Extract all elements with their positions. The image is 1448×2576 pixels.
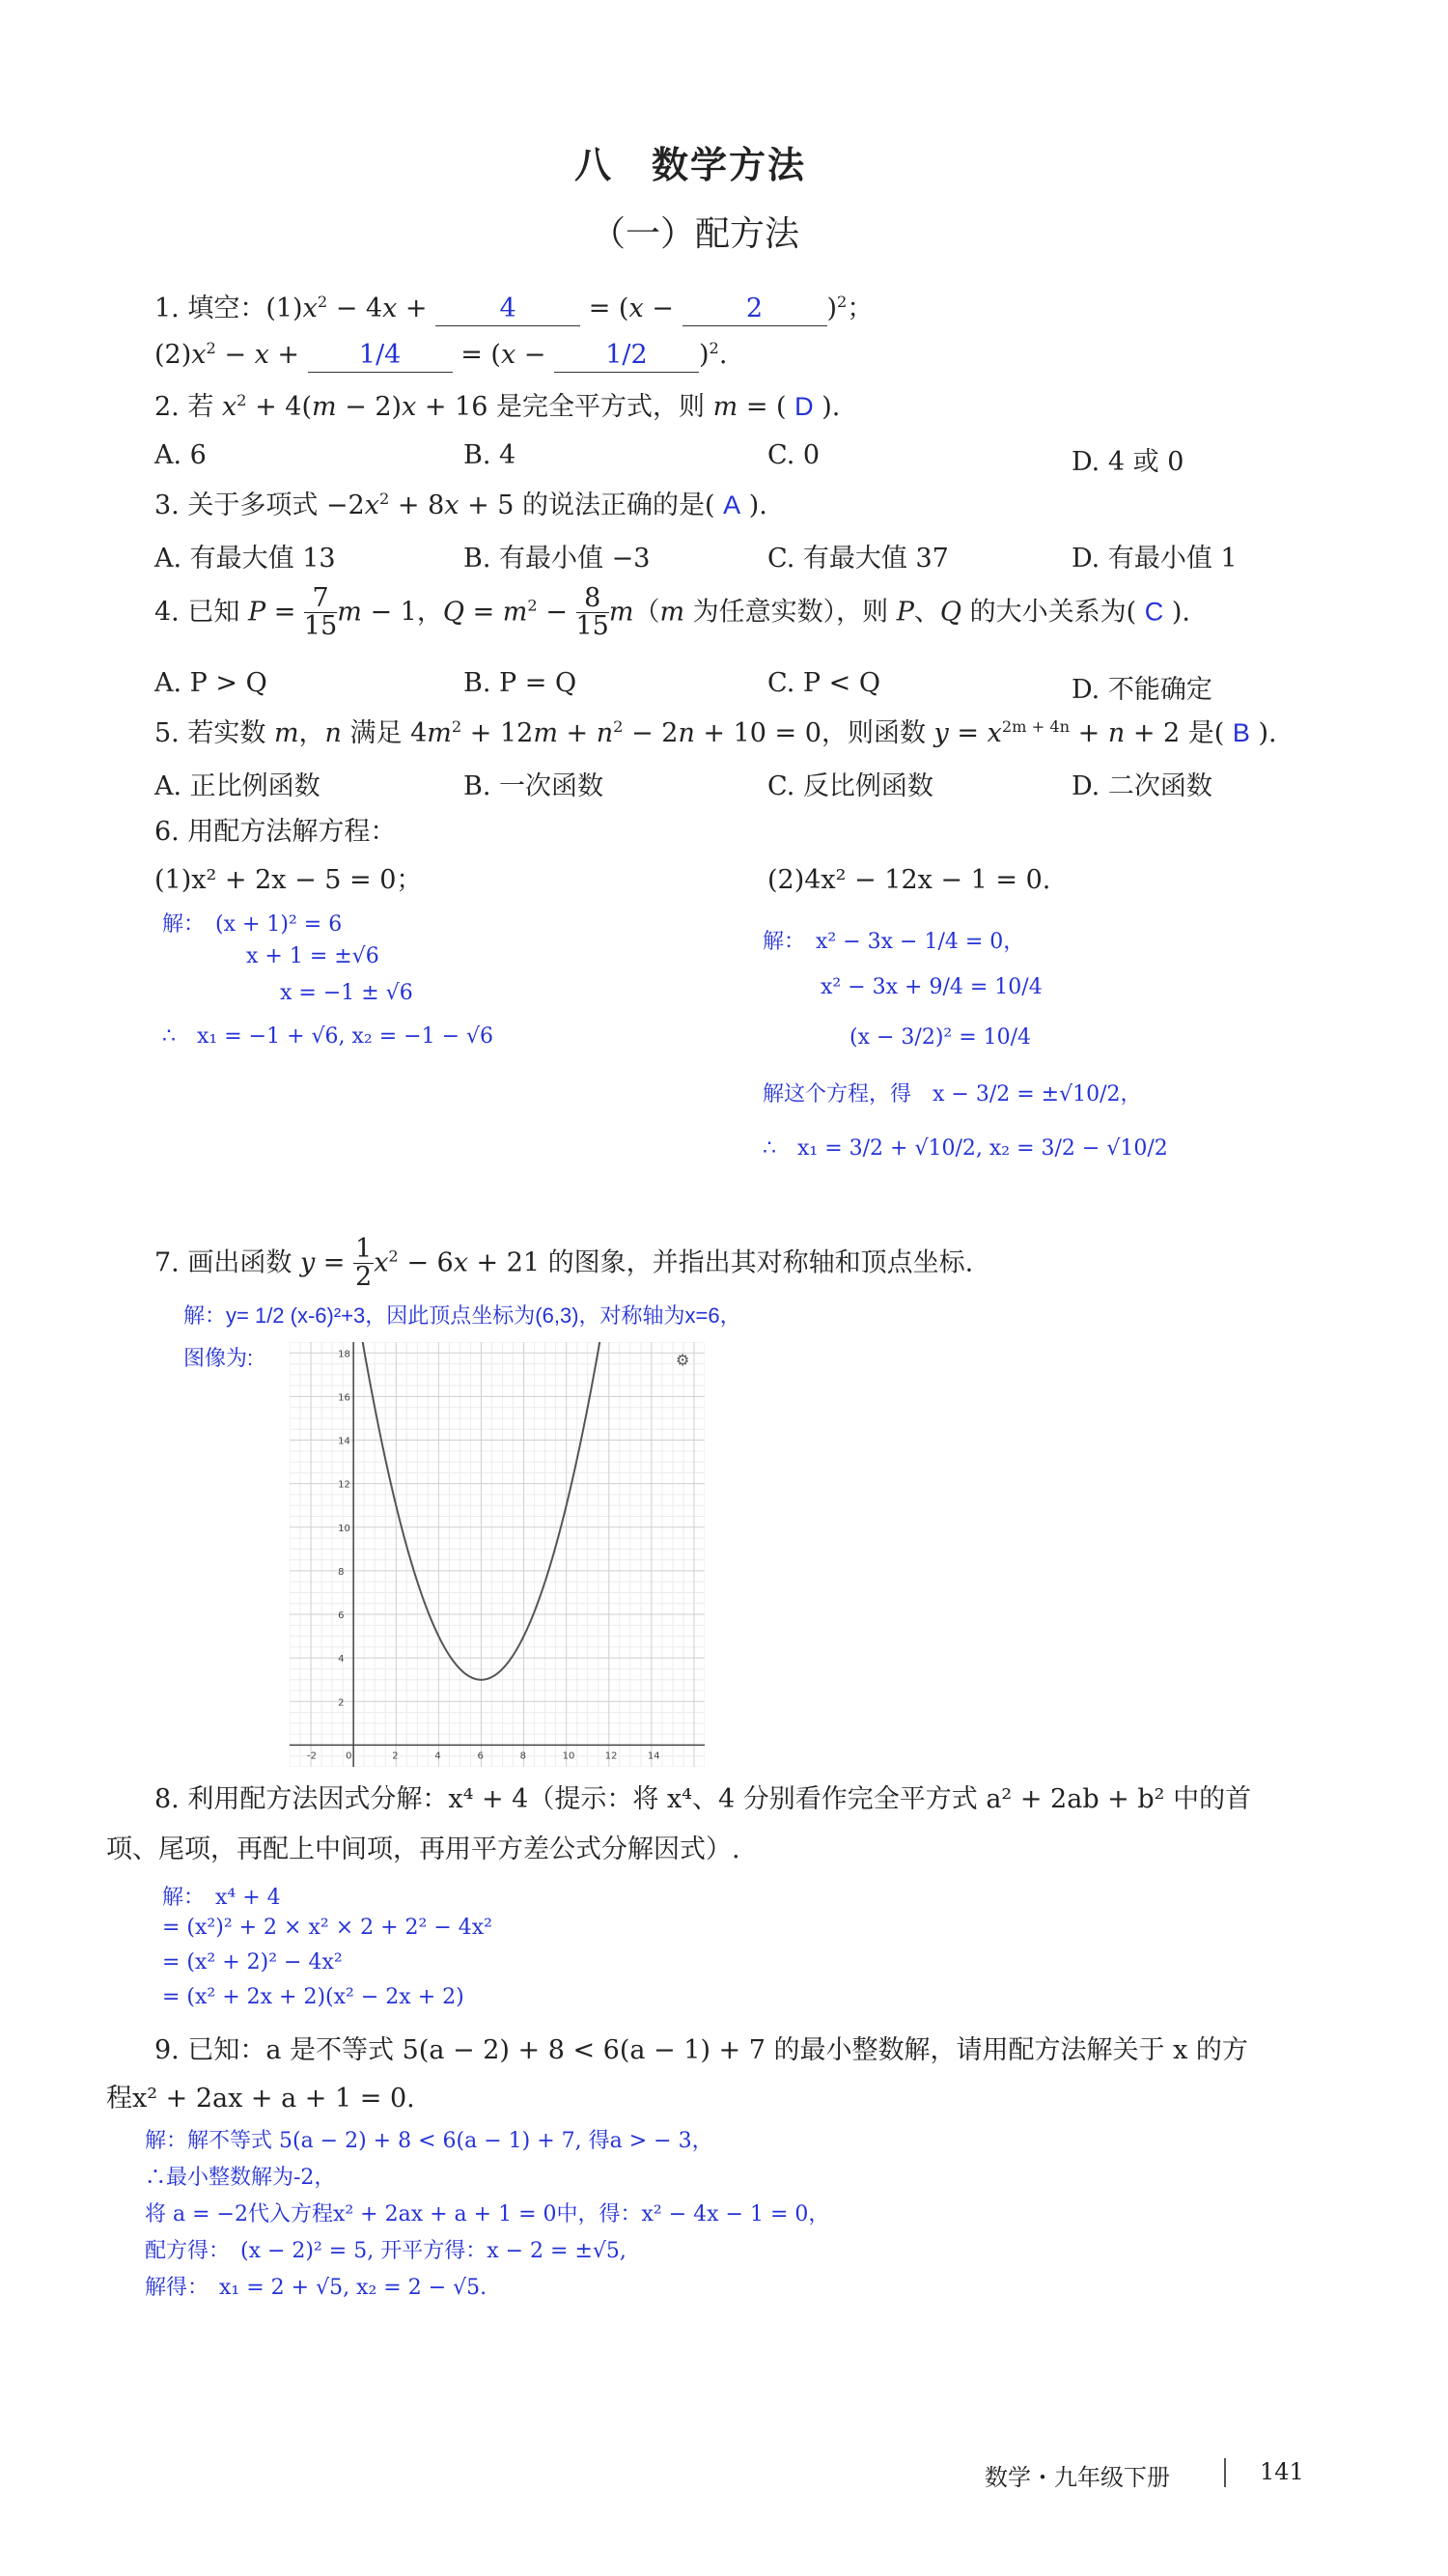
q7-solution-line: 解：y= 1/2 (x-6)²+3，因此顶点坐标为(6,3)，对称轴为x=6， [183, 1303, 741, 1328]
section-title: （一）配方法 [591, 214, 800, 254]
question-9-stem-line-2: 程x² + 2ax + a + 1 = 0. [106, 2084, 415, 2114]
y-tick-label: 4 [338, 1654, 345, 1666]
question-9-stem-line-1: 9. 已知：a 是不等式 5(a − 2) + 8 < 6(a − 1) + 7 的最小整数解，请用配方法解关于 x 的方 [154, 2035, 1248, 2065]
question-5-stem: 5. 若实数 m，n 满足 $4m^2 + 12m + n^2 - 2n + 10 = 0$，则函数 $y = x^{2m + 4n} + n + 2$ 是( B ). [154, 717, 1277, 748]
question-4-answer: C [1144, 597, 1164, 627]
q6-solution-2-line-2: x² − 3x + 9/4 = 10/4 [821, 975, 1043, 999]
q2-option-c: C. 0 [767, 440, 821, 470]
question-5-answer: B [1232, 718, 1250, 747]
q3-option-a: A. 有最大值 13 [154, 544, 336, 574]
question-6-stem: 6. 用配方法解方程： [154, 817, 397, 847]
question-7-stem: 7. 画出函数 y = $\frac{1}{2}$ $x^2 - 6x + 21$ 的图象，并指出其对称轴和顶点坐标. [154, 1234, 974, 1293]
y-tick-label: 2 [338, 1697, 345, 1709]
y-tick-label: 10 [338, 1523, 350, 1534]
q6-solution-1-line-2: x + 1 = ±√6 [246, 944, 379, 968]
q5-option-d: D. 二次函数 [1072, 771, 1212, 801]
y-tick-label: 16 [338, 1392, 350, 1404]
q6-solution-2-line-4: 解这个方程，得 x − 3/2 = ±√10/2， [763, 1082, 1142, 1106]
q9-solution-line-4: 配方得： (x − 2)² = 5, 开平方得：x − 2 = ±√5, [145, 2239, 627, 2263]
q6-solution-2-line-3: (x − 3/2)² = 10/4 [849, 1025, 1032, 1050]
q3-option-d: D. 有最小值 1 [1072, 544, 1238, 574]
question-2-answer: D [794, 392, 814, 421]
q2-option-a: A. 6 [154, 440, 207, 470]
y-tick-label: 14 [338, 1436, 350, 1447]
question-4-stem: 4. 已知 P = $\frac{7}{15}$ m − 1，$Q = m^2$ − $\frac{8}{15}$ m（m 为任意实数），则 P、Q 的大小关系为( C ). [154, 583, 1190, 642]
q1-answer-3: 1/4 [308, 338, 453, 373]
q3-option-b: B. 有最小值 −3 [463, 544, 651, 574]
q1-answer-1: 4 [435, 292, 580, 326]
x-tick-label: -2 [307, 1750, 318, 1762]
y-tick-label: 8 [338, 1566, 345, 1578]
q4-option-a: A. P > Q [154, 668, 267, 698]
q8-solution-line-2: = (x²)² + 2 × x² × 2 + 2² − 4x² [162, 1916, 492, 1940]
q8-solution-line-4: = (x² + 2x + 2)(x² − 2x + 2) [162, 1985, 464, 2009]
question-1-line-1: 1. 填空：$(1)x^2 - 4x + 4 = (x - 2$ )$^2$； [154, 292, 873, 326]
q3-option-c: C. 有最大值 37 [767, 544, 949, 574]
page-number: 141 [1260, 2458, 1304, 2485]
q6-solution-1-line-1: 解： (x + 1)² = 6 [162, 912, 343, 937]
q6-solution-1-line-4: ∴ x₁ = −1 + √6, x₂ = −1 − √6 [162, 1024, 494, 1049]
question-6-part-2: (2)4x² − 12x − 1 = 0. [767, 865, 1051, 895]
question-3-answer: A [723, 490, 741, 519]
q1-answer-2: 2 [682, 292, 827, 326]
question-3-stem: 3. 关于多项式 $-2x^2 + 8x + 5$ 的说法正确的是( A ). [154, 490, 767, 520]
y-tick-label: 6 [338, 1610, 345, 1622]
q1-answer-4: 1/2 [554, 338, 699, 373]
question-2-stem: 2. 若 $x^2 + 4(m - 2)x + 16$ 是完全平方式，则 m = ( D ). [154, 391, 841, 422]
q7-graph-label: 图像为: [183, 1346, 254, 1370]
settings-gear-icon[interactable]: ⚙ [676, 1351, 690, 1369]
q9-solution-line-5: 解得： x₁ = 2 + √5, x₂ = 2 − √5. [145, 2276, 487, 2300]
x-tick-label: 0 [346, 1750, 352, 1762]
y-tick-label: 18 [338, 1349, 350, 1360]
q8-solution-line-1: 解： x⁴ + 4 [162, 1886, 281, 1910]
x-tick-label: 4 [434, 1750, 441, 1762]
q4-option-d: D. 不能确定 [1072, 675, 1212, 705]
q8-solution-line-3: = (x² + 2)² − 4x² [162, 1950, 343, 1974]
q6-solution-1-line-3: x = −1 ± √6 [280, 981, 413, 1005]
q4-option-c: C. P < Q [767, 668, 880, 698]
q6-solution-2-line-5: ∴ x₁ = 3/2 + √10/2, x₂ = 3/2 − √10/2 [763, 1136, 1168, 1161]
q6-solution-2-line-1: 解： x² − 3x − 1/4 = 0， [763, 930, 1025, 954]
x-tick-label: 12 [604, 1750, 618, 1762]
q9-solution-line-2: ∴最小整数解为-2， [145, 2166, 336, 2190]
chapter-title: 八 数学方法 [574, 143, 807, 186]
q4-option-b: B. P = Q [463, 668, 577, 698]
x-tick-label: 14 [647, 1750, 660, 1762]
q5-option-a: A. 正比例函数 [154, 771, 320, 801]
y-tick-label: 12 [338, 1479, 350, 1491]
question-6-part-1: (1)x² + 2x − 5 = 0； [154, 865, 423, 895]
question-1-line-2: $(2)x^2 - x + 1/4 = (x - 1/2$ )$^2$. [154, 338, 727, 373]
x-tick-label: 8 [519, 1750, 526, 1762]
question-8-stem-line-1: 8. 利用配方法因式分解：x⁴ + 4（提示：将 x⁴、4 分别看作完全平方式 a² + 2ab + b² 中的首 [154, 1784, 1252, 1814]
q9-solution-line-3: 将 a = −2代入方程x² + 2ax + a + 1 = 0中，得：x² − 4x − 1 = 0， [145, 2202, 830, 2226]
q2-option-b: B. 4 [463, 440, 516, 470]
x-tick-label: 10 [562, 1750, 575, 1762]
q2-option-d: D. 4 或 0 [1072, 447, 1184, 477]
q9-solution-line-1: 解：解不等式 5(a − 2) + 8 < 6(a − 1) + 7, 得a > − 3， [145, 2129, 713, 2153]
parabola-graph [290, 1342, 705, 1767]
question-8-stem-line-2: 项、尾项，再配上中间项，再用平方差公式分解因式）. [106, 1834, 740, 1864]
graph-background [290, 1342, 705, 1767]
x-tick-label: 2 [392, 1750, 399, 1762]
q5-option-b: B. 一次函数 [463, 771, 604, 801]
footer-book-title: 数学・九年级下册 [985, 2464, 1170, 2491]
footer-divider [1224, 2458, 1226, 2487]
q5-option-c: C. 反比例函数 [767, 771, 933, 801]
x-tick-label: 6 [477, 1750, 484, 1762]
